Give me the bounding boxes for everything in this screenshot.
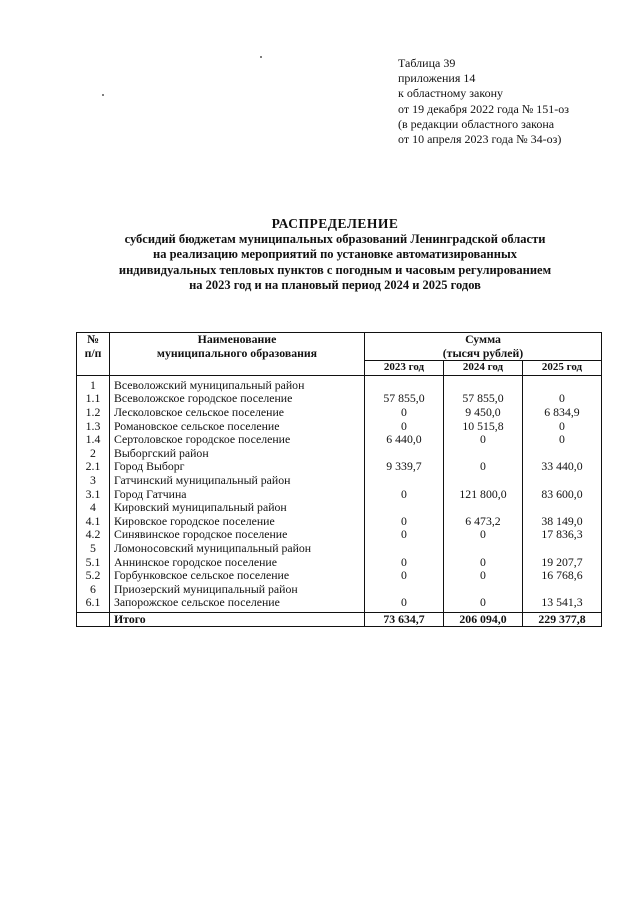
reference-line: приложения 14 (398, 71, 476, 86)
table-row (77, 569, 602, 583)
header-year-2024: 2024 год (444, 361, 523, 376)
row-name: Сертоловское городское поселение (110, 433, 365, 447)
reference-line: от 19 декабря 2022 года № 151-оз (398, 101, 570, 116)
row-value-2025 (523, 447, 602, 461)
row-number: 3.1 (77, 488, 110, 502)
row-name: Кировское городское поселение (110, 515, 365, 529)
header-sum (365, 333, 602, 361)
row-value-2025 (523, 501, 602, 515)
row-value-2024: 0 (444, 596, 523, 612)
reference-line: Таблица 39 (398, 56, 456, 70)
row-name: Кировский муниципальный район (110, 501, 365, 515)
row-name: Всеволожский муниципальный район (110, 375, 365, 392)
title-line: индивидуальных тепловых пунктов с погодным и часовым регулированием (118, 262, 552, 277)
row-value-2025: 16 768,6 (523, 569, 602, 583)
table-row (77, 528, 602, 542)
row-value-2023 (365, 474, 444, 488)
row-value-2025: 6 834,9 (523, 406, 602, 420)
row-value-2024: 0 (444, 433, 523, 447)
row-value-2025: 33 440,0 (523, 460, 602, 474)
table-row (77, 420, 602, 434)
row-value-2023: 6 440,0 (365, 433, 444, 447)
row-value-2023: 9 339,7 (365, 460, 444, 474)
header-number (77, 333, 110, 376)
row-number: 1.3 (77, 420, 110, 434)
row-value-2023 (365, 447, 444, 461)
row-value-2025: 83 600,0 (523, 488, 602, 502)
row-value-2025: 13 541,3 (523, 596, 602, 612)
row-name: Ломоносовский муниципальный район (110, 542, 365, 556)
row-value-2024: 9 450,0 (444, 406, 523, 420)
row-value-2023 (365, 542, 444, 556)
row-name: Горбунковское сельское поселение (110, 569, 365, 583)
title-line: на реализацию мероприятий по установке автоматизированных (153, 247, 517, 262)
row-value-2025 (523, 583, 602, 597)
row-value-2023: 0 (365, 556, 444, 570)
row-value-2024 (444, 375, 523, 392)
table-row (77, 501, 602, 515)
row-value-2023: 0 (365, 528, 444, 542)
row-value-2023 (365, 375, 444, 392)
row-name: Выборгский район (110, 447, 365, 461)
total-value-2023: 73 634,7 (365, 612, 444, 627)
row-value-2023: 0 (365, 596, 444, 612)
table-row (77, 488, 602, 502)
document-reference-block (398, 56, 569, 147)
row-number: 1.4 (77, 433, 110, 447)
table-row (77, 406, 602, 420)
title-line: субсидий бюджетам муниципальных образований Ленинградской области (124, 231, 546, 246)
table-row (77, 392, 602, 406)
header-name-line: муниципального образования (156, 345, 318, 360)
row-value-2023: 0 (365, 406, 444, 420)
table-row (77, 447, 602, 461)
row-name: Город Гатчина (110, 488, 365, 502)
row-value-2024 (444, 501, 523, 515)
table-row (77, 460, 602, 474)
header-name (110, 333, 365, 376)
table-row (77, 583, 602, 597)
total-number-cell (77, 612, 110, 627)
title-heading: РАСПРЕДЕЛЕНИЕ (271, 216, 399, 231)
subsidy-table (76, 332, 602, 627)
row-value-2024: 121 800,0 (444, 488, 523, 502)
row-value-2025 (523, 375, 602, 392)
row-value-2024 (444, 542, 523, 556)
row-number: 1 (77, 375, 110, 392)
row-name: Синявинское городское поселение (110, 528, 365, 542)
row-value-2023: 0 (365, 569, 444, 583)
row-number: 2 (77, 447, 110, 461)
row-value-2023: 57 855,0 (365, 392, 444, 406)
row-number: 1.1 (77, 392, 110, 406)
table-row (77, 375, 602, 392)
reference-line: от 10 апреля 2023 года № 34-оз) (398, 132, 562, 147)
row-value-2023: 0 (365, 515, 444, 529)
row-value-2025: 0 (523, 392, 602, 406)
row-number: 5.1 (77, 556, 110, 570)
row-number: 4 (77, 501, 110, 515)
total-value-2025: 229 377,8 (523, 612, 602, 627)
header-year-2023: 2023 год (365, 361, 444, 376)
row-value-2024: 0 (444, 556, 523, 570)
total-row (77, 612, 602, 627)
row-value-2023 (365, 501, 444, 515)
table-row (77, 596, 602, 612)
row-number: 1.2 (77, 406, 110, 420)
scan-speck (260, 56, 262, 58)
scan-speck (102, 94, 104, 96)
row-value-2023 (365, 583, 444, 597)
table-row (77, 433, 602, 447)
row-value-2025 (523, 474, 602, 488)
row-number: 5.2 (77, 569, 110, 583)
row-value-2024: 10 515,8 (444, 420, 523, 434)
row-value-2024: 57 855,0 (444, 392, 523, 406)
row-name: Романовское сельское поселение (110, 420, 365, 434)
row-value-2024 (444, 447, 523, 461)
row-value-2024 (444, 583, 523, 597)
header-sum-line: (тысяч рублей) (442, 345, 524, 360)
row-value-2025: 38 149,0 (523, 515, 602, 529)
row-value-2024: 0 (444, 460, 523, 474)
row-name: Всеволожское городское поселение (110, 392, 365, 406)
row-value-2025: 17 836,3 (523, 528, 602, 542)
row-value-2025 (523, 542, 602, 556)
row-value-2025: 0 (523, 433, 602, 447)
table-row (77, 542, 602, 556)
row-number: 2.1 (77, 460, 110, 474)
document-title (70, 216, 600, 294)
header-name-line: Наименование (197, 332, 277, 346)
table-row (77, 556, 602, 570)
total-value-2024: 206 094,0 (444, 612, 523, 627)
total-label: Итого (110, 612, 365, 627)
row-name: Запорожское сельское поселение (110, 596, 365, 612)
header-number-line: № (87, 332, 99, 346)
row-value-2024: 0 (444, 528, 523, 542)
header-number-line: п/п (84, 345, 102, 360)
table-row (77, 474, 602, 488)
row-number: 4.1 (77, 515, 110, 529)
row-number: 6 (77, 583, 110, 597)
header-year-2025: 2025 год (523, 361, 602, 376)
row-name: Приозерский муниципальный район (110, 583, 365, 597)
row-name: Гатчинский муниципальный район (110, 474, 365, 488)
row-number: 4.2 (77, 528, 110, 542)
row-name: Город Выборг (110, 460, 365, 474)
row-number: 5 (77, 542, 110, 556)
row-value-2024 (444, 474, 523, 488)
row-value-2025: 0 (523, 420, 602, 434)
row-value-2024: 0 (444, 569, 523, 583)
row-value-2024: 6 473,2 (444, 515, 523, 529)
row-number: 6.1 (77, 596, 110, 612)
row-number: 3 (77, 474, 110, 488)
row-name: Аннинское городское поселение (110, 556, 365, 570)
table-row (77, 515, 602, 529)
row-value-2023: 0 (365, 420, 444, 434)
header-sum-line: Сумма (465, 332, 501, 346)
row-value-2025: 19 207,7 (523, 556, 602, 570)
reference-line: (в редакции областного закона (398, 116, 555, 131)
row-value-2023: 0 (365, 488, 444, 502)
title-line: на 2023 год и на плановый период 2024 и 2025 годов (189, 278, 481, 293)
row-name: Лесколовское сельское поселение (110, 406, 365, 420)
reference-line: к областному закону (398, 86, 504, 101)
